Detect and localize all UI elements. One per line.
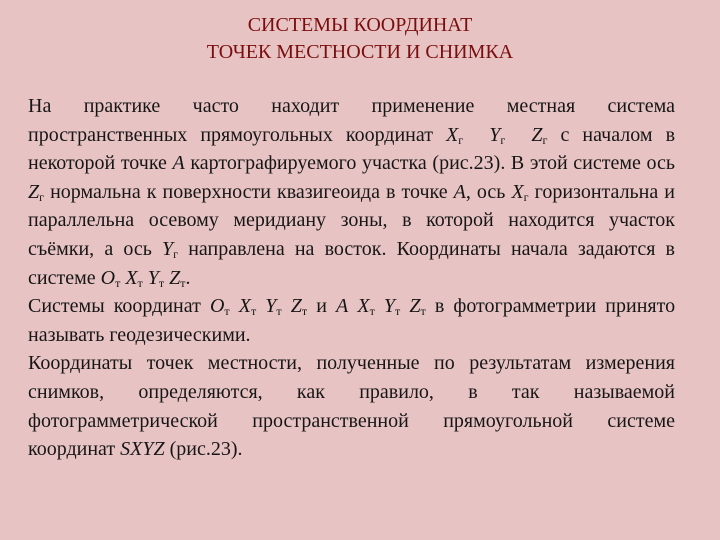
var-x: X [446,123,459,146]
var-z: Z [531,123,543,146]
var-z: Z [28,180,40,203]
var-y: Y [265,295,277,318]
subscript: т [395,304,401,319]
text-run: На практике часто находит применение местная система пространственных прямоугольных координат [28,95,675,146]
var-z: Z [169,266,181,289]
subscript: г [523,189,529,204]
text-run: Системы координат [28,295,210,318]
paragraph-geodetic-systems [28,292,675,349]
slide-body [28,92,675,464]
subscript: т [250,304,257,319]
paragraph-local-system [28,92,675,292]
subscript: г [500,132,506,147]
subscript: т [276,304,282,319]
var-z: Z [290,295,302,318]
subscript: т [369,304,375,319]
text-run: , ось [465,180,512,203]
text-run: с началом в некоторой точке [28,123,676,175]
var-x: X [357,295,370,318]
text-run: (рис.23). [164,438,243,461]
subscript: т [224,304,230,319]
subscript: г [458,132,464,147]
var-y: Y [147,266,159,289]
title-line-2: ТОЧЕК МЕСТНОСТИ И СНИМКА [206,41,514,63]
text-run: Координаты точек местности, полученные по результатам измерения снимков, определяются, как правило, в так называемой фотограмметрической пространственной прямоугольной системе координат [28,352,675,461]
subscript: т [420,304,426,319]
text-run: направлена на восток. Координаты начала задаются в системе [28,237,676,289]
paragraph-photogrammetric-system [28,349,675,463]
var-a: A [336,295,349,318]
var-y: Y [162,237,174,260]
subscript: г [173,246,179,261]
text-run: картографируемого участка (рис.23). В этой системе ось [184,152,675,175]
var-o: O [209,295,225,318]
text-run: в фотограмметрии принято называть геодезическими. [28,295,676,346]
subscript: г [39,189,45,204]
subscript: т [158,275,165,290]
var-a: A [453,180,466,203]
text-run: горизонтальна и параллельна осевому меридиану зоны, в которой находится участок съёмки, а ось [28,180,675,260]
var-x: X [238,295,251,318]
slide-title [0,12,720,66]
subscript: т [115,275,121,290]
var-y: Y [489,123,501,146]
var-x: X [125,266,138,289]
subscript: т [180,275,186,290]
var-o: O [100,266,116,289]
var-y: Y [383,295,396,318]
var-sxyz: SXYZ [120,438,165,461]
subscript: т [301,304,308,319]
var-a: A [172,152,185,175]
text-run: . [185,266,191,289]
text-run: и [307,295,337,318]
subscript: т [137,275,143,290]
var-x: X [511,180,524,203]
text-run: нормальна к поверхности квазигеоида в точке [44,180,454,203]
var-z: Z [409,295,421,318]
title-line-1: СИСТЕМЫ КООРДИНАТ [247,14,473,36]
subscript: г [542,132,548,147]
